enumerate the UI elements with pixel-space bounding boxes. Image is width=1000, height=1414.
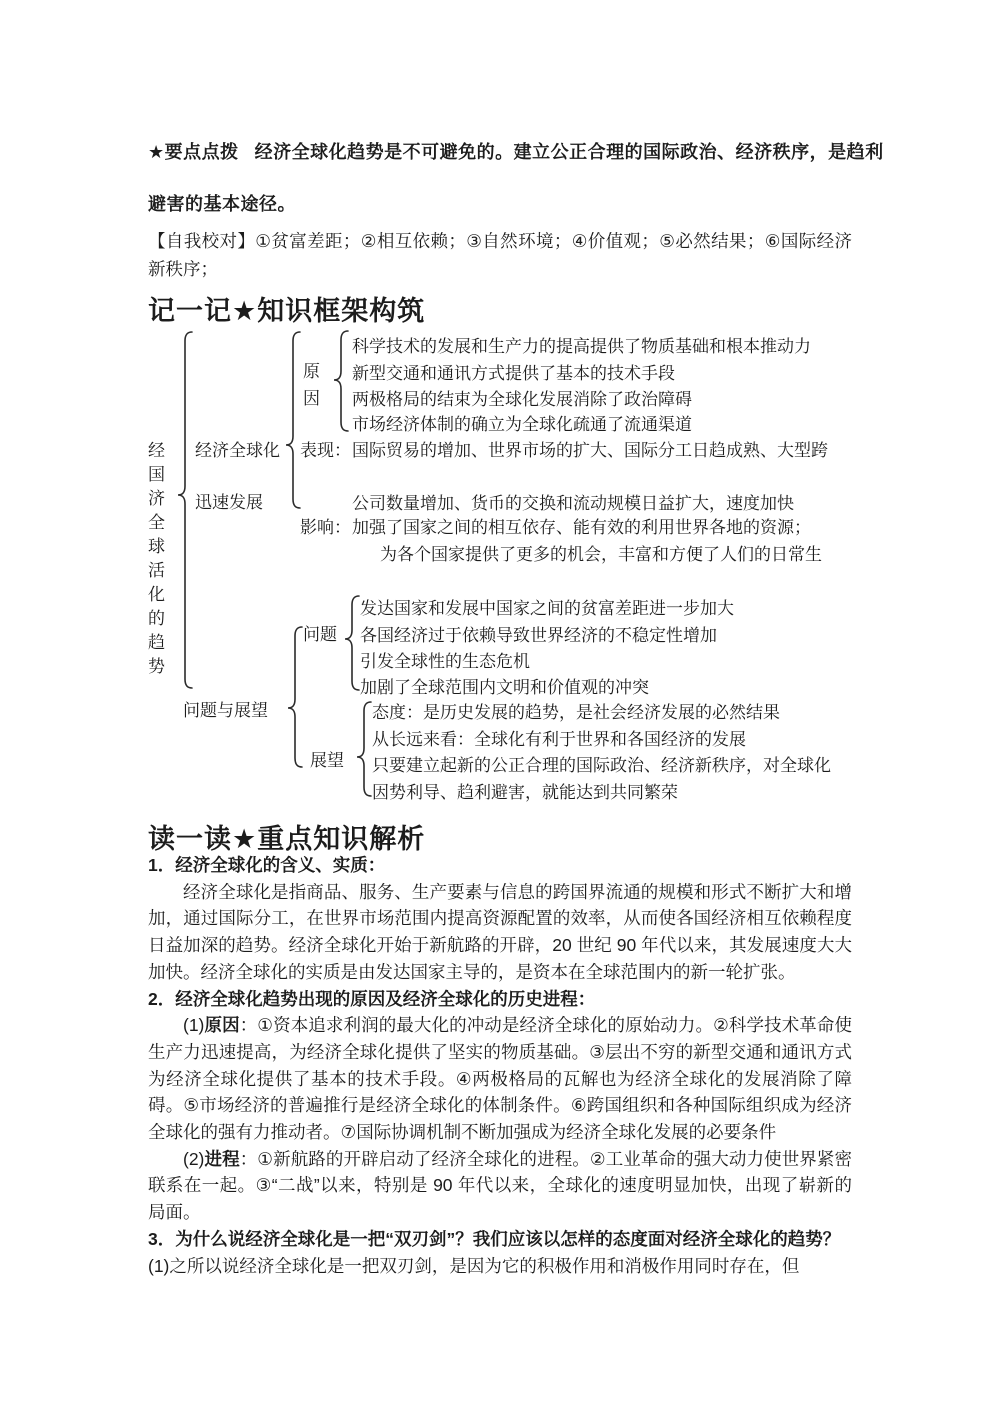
q2-process-prefix: (2)	[183, 1148, 205, 1169]
q2-cause-prefix: (1)	[183, 1015, 205, 1036]
cause-item: 市场经济体制的确立为全球化疏通了流通渠道	[352, 415, 692, 434]
cause-item: 新型交通和通讯方式提供了基本的技术手段	[352, 364, 675, 383]
memorize-heading: 记一记★知识框架构筑	[148, 296, 426, 326]
outlook-item: 因势利导、趋利避害，就能达到共同繁荣	[372, 783, 678, 802]
q2-process-paragraph	[148, 1146, 852, 1226]
impact-line: 加强了国家之间的相互依存、能有效的利用世界各地的资源；	[352, 518, 811, 537]
q2-cause-body: ：①资本追求利润的最大化的冲动是经济全球化的原始动力。②科学技术革命使生产力迅速提高，为经济全球化提供了坚实的物质基础。③层出不穷的新型交通和通讯方式为经济全球化提供了基本的技术手段。④两极格局的瓦解也为经济全球化的发展消除了障碍。⑤市场经济的普遍推行是经济全球化的体制条件。⑥跨国组织和各种国际组织成为经济全球化的强有力推动者。⑦国际协调机制不断加强成为经济全球化发展的必要条件	[148, 1015, 853, 1143]
cause-item: 科学技术的发展和生产力的提高提供了物质基础和根本推动力	[352, 337, 811, 356]
q2-title: 2．经济全球化趋势出现的原因及经济全球化的历史进程：	[148, 988, 596, 1009]
read-heading: 读一读★重点知识解析	[148, 824, 426, 854]
impact-line: 为各个国家提供了更多的机会，丰富和方便了人们的日常生	[380, 545, 822, 564]
outlook-item: 从长远来看：全球化有利于世界和各国经济的发展	[372, 730, 746, 749]
problem-brace-icon	[343, 595, 361, 691]
develop-brace-icon	[284, 331, 302, 509]
outlook-item: 态度：是历史发展的趋势，是社会经济发展的必然结果	[372, 703, 780, 722]
q2-process-body: ：①新航路的开辟启动了经济全球化的进程。②工业革命的强大动力使世界紧密联系在一起。③“二战”以来，特别是 90 年代以来，全球化的速度明显加快，出现了崭新的局面。	[148, 1148, 853, 1223]
key-points-line1	[148, 138, 884, 164]
cause-label: 原因	[303, 362, 320, 408]
analysis-text-block	[148, 852, 852, 1279]
problem-item: 加剧了全球范围内文明和价值观的冲突	[360, 678, 649, 697]
problem-item: 发达国家和发展中国家之间的贫富差距进一步加大	[360, 599, 734, 618]
problems-outlook-branch-label: 问题与展望	[183, 701, 268, 720]
manifest-label: 表现：	[300, 441, 351, 460]
outlook-label: 展望	[310, 751, 344, 770]
q3-title: 3．为什么说经济全球化是一把“双刃剑”？我们应该以怎样的态度面对经济全球化的趋势？	[148, 1228, 841, 1249]
outlook-brace-icon	[355, 701, 373, 797]
q3-body: (1)之所以说经济全球化是一把双刃剑，是因为它的积极作用和消极作用同时存在，但	[148, 1255, 800, 1276]
q1-body: 经济全球化是指商品、服务、生产要素与信息的跨国界流通的规模和形式不断扩大和增加，通过国际分工，在世界市场范围内提高资源配置的效率，从而使各国经济相互依赖程度日益加深的趋势。经济全球化开始于新航路的开辟，20 世纪 90 年代以来，其发展速度大大加快。经济全球化的实质是由发达国家主导的，是资本在全球范围内的新一轮扩张。	[148, 881, 852, 982]
framework-root-label: 经国济全球活化的趋势	[148, 441, 165, 676]
outer-left-brace-icon	[176, 331, 194, 689]
outlook-item: 只要建立起新的公正合理的国际政治、经济新秩序，对全球化	[372, 756, 831, 775]
problem-label: 问题	[303, 625, 337, 644]
problem-item: 引发全球性的生态危机	[360, 652, 530, 671]
impact-label: 影响：	[300, 518, 351, 537]
cause-item: 两极格局的结束为全球化发展消除了政治障碍	[352, 390, 692, 409]
q2-cause-paragraph	[148, 1012, 852, 1146]
key-points-line2: 避害的基本途径。	[148, 194, 296, 214]
self-check-text: 【自我校对】①贫富差距；②相互依赖；③自然环境；④价值观；⑤必然结果；⑥国际经济新秩序；	[148, 231, 852, 279]
manifest-line: 公司数量增加、货币的交换和流动规模日益扩大，速度加快	[352, 494, 794, 513]
key-points-label: ★要点点拨	[148, 142, 239, 162]
problems-outlook-brace-icon	[286, 626, 304, 768]
q1-title: 1．经济全球化的含义、实质：	[148, 855, 386, 875]
key-points-text: 经济全球化趋势是不可避免的。建立公正合理的国际政治、经济秩序，是趋利	[254, 142, 884, 162]
problem-item: 各国经济过于依赖导致世界经济的不稳定性增加	[360, 626, 717, 645]
develop-branch-label-line1: 经济全球化	[195, 441, 280, 460]
manifest-line: 国际贸易的增加、世界市场的扩大、国际分工日趋成熟、大型跨	[352, 441, 828, 460]
cause-brace-icon	[332, 330, 350, 432]
q2-process-label: 进程	[204, 1148, 240, 1169]
q2-cause-label: 原因	[204, 1015, 240, 1036]
develop-branch-label-line2: 迅速发展	[195, 493, 263, 512]
